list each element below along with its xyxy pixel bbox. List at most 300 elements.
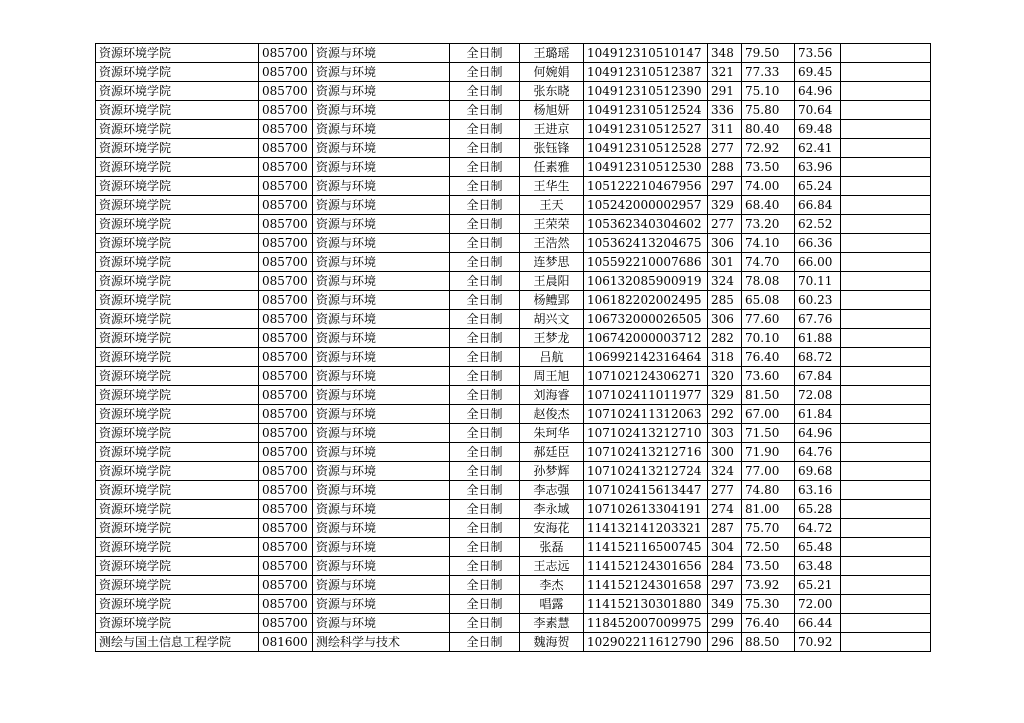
exam-id-cell: 114132141203321 — [584, 519, 708, 538]
study-mode-cell: 全日制 — [450, 595, 520, 614]
exam-id-cell: 104912310512528 — [584, 139, 708, 158]
remarks-cell — [841, 272, 931, 291]
table-row — [96, 576, 931, 595]
initial-score-cell: 303 — [708, 424, 742, 443]
retest-score-cell: 74.10 — [742, 234, 795, 253]
total-score-cell: 63.48 — [795, 557, 841, 576]
major-code-cell: 085700 — [259, 101, 313, 120]
major-cell: 资源与环境 — [313, 329, 450, 348]
study-mode-cell: 全日制 — [450, 557, 520, 576]
college-cell: 资源环境学院 — [96, 557, 259, 576]
college-cell: 资源环境学院 — [96, 139, 259, 158]
college-cell: 资源环境学院 — [96, 310, 259, 329]
exam-id-cell: 105122210467956 — [584, 177, 708, 196]
retest-score-cell: 78.08 — [742, 272, 795, 291]
remarks-cell — [841, 310, 931, 329]
total-score-cell: 60.23 — [795, 291, 841, 310]
major-cell: 资源与环境 — [313, 481, 450, 500]
exam-id-cell: 105362340304602 — [584, 215, 708, 234]
retest-score-cell: 75.10 — [742, 82, 795, 101]
exam-id-cell: 106742000003712 — [584, 329, 708, 348]
student-name-cell: 王天 — [520, 196, 584, 215]
initial-score-cell: 320 — [708, 367, 742, 386]
table-row — [96, 500, 931, 519]
exam-id-cell: 104912310512390 — [584, 82, 708, 101]
major-cell: 测绘科学与技术 — [313, 633, 450, 652]
study-mode-cell: 全日制 — [450, 576, 520, 595]
college-cell: 资源环境学院 — [96, 538, 259, 557]
initial-score-cell: 301 — [708, 253, 742, 272]
student-name-cell: 王浩然 — [520, 234, 584, 253]
major-cell: 资源与环境 — [313, 576, 450, 595]
table-row — [96, 63, 931, 82]
student-name-cell: 李素慧 — [520, 614, 584, 633]
total-score-cell: 67.84 — [795, 367, 841, 386]
table-row — [96, 120, 931, 139]
student-name-cell: 何婉娟 — [520, 63, 584, 82]
table-row — [96, 443, 931, 462]
major-code-cell: 085700 — [259, 519, 313, 538]
total-score-cell: 64.96 — [795, 82, 841, 101]
retest-score-cell: 81.50 — [742, 386, 795, 405]
remarks-cell — [841, 291, 931, 310]
major-code-cell: 081600 — [259, 633, 313, 652]
study-mode-cell: 全日制 — [450, 139, 520, 158]
college-cell: 资源环境学院 — [96, 576, 259, 595]
study-mode-cell: 全日制 — [450, 101, 520, 120]
student-name-cell: 胡兴文 — [520, 310, 584, 329]
major-cell: 资源与环境 — [313, 272, 450, 291]
major-code-cell: 085700 — [259, 291, 313, 310]
total-score-cell: 63.96 — [795, 158, 841, 177]
major-code-cell: 085700 — [259, 576, 313, 595]
retest-score-cell: 71.50 — [742, 424, 795, 443]
college-cell: 资源环境学院 — [96, 101, 259, 120]
major-cell: 资源与环境 — [313, 82, 450, 101]
total-score-cell: 68.72 — [795, 348, 841, 367]
retest-score-cell: 74.80 — [742, 481, 795, 500]
major-code-cell: 085700 — [259, 158, 313, 177]
remarks-cell — [841, 44, 931, 63]
college-cell: 资源环境学院 — [96, 614, 259, 633]
major-cell: 资源与环境 — [313, 63, 450, 82]
remarks-cell — [841, 614, 931, 633]
retest-score-cell: 71.90 — [742, 443, 795, 462]
retest-score-cell: 75.70 — [742, 519, 795, 538]
college-cell: 资源环境学院 — [96, 405, 259, 424]
major-cell: 资源与环境 — [313, 158, 450, 177]
table-row — [96, 348, 931, 367]
student-name-cell: 李杰 — [520, 576, 584, 595]
initial-score-cell: 329 — [708, 386, 742, 405]
study-mode-cell: 全日制 — [450, 158, 520, 177]
exam-id-cell: 106182202002495 — [584, 291, 708, 310]
initial-score-cell: 284 — [708, 557, 742, 576]
major-cell: 资源与环境 — [313, 177, 450, 196]
major-code-cell: 085700 — [259, 215, 313, 234]
major-cell: 资源与环境 — [313, 443, 450, 462]
study-mode-cell: 全日制 — [450, 633, 520, 652]
table-row — [96, 462, 931, 481]
initial-score-cell: 274 — [708, 500, 742, 519]
remarks-cell — [841, 595, 931, 614]
table-row — [96, 329, 931, 348]
table-row — [96, 215, 931, 234]
college-cell: 资源环境学院 — [96, 196, 259, 215]
major-code-cell: 085700 — [259, 63, 313, 82]
total-score-cell: 69.68 — [795, 462, 841, 481]
remarks-cell — [841, 196, 931, 215]
study-mode-cell: 全日制 — [450, 196, 520, 215]
student-name-cell: 李志强 — [520, 481, 584, 500]
remarks-cell — [841, 120, 931, 139]
table-row — [96, 101, 931, 120]
table-row — [96, 595, 931, 614]
major-code-cell: 085700 — [259, 139, 313, 158]
major-code-cell: 085700 — [259, 348, 313, 367]
major-code-cell: 085700 — [259, 310, 313, 329]
exam-id-cell: 105592210007686 — [584, 253, 708, 272]
table-row — [96, 139, 931, 158]
major-code-cell: 085700 — [259, 595, 313, 614]
study-mode-cell: 全日制 — [450, 329, 520, 348]
major-cell: 资源与环境 — [313, 291, 450, 310]
remarks-cell — [841, 367, 931, 386]
retest-score-cell: 77.60 — [742, 310, 795, 329]
study-mode-cell: 全日制 — [450, 272, 520, 291]
total-score-cell: 70.64 — [795, 101, 841, 120]
initial-score-cell: 306 — [708, 310, 742, 329]
student-name-cell: 杨鳢郢 — [520, 291, 584, 310]
major-cell: 资源与环境 — [313, 519, 450, 538]
student-name-cell: 李永域 — [520, 500, 584, 519]
college-cell: 资源环境学院 — [96, 424, 259, 443]
major-code-cell: 085700 — [259, 82, 313, 101]
initial-score-cell: 287 — [708, 519, 742, 538]
table-row — [96, 272, 931, 291]
initial-score-cell: 336 — [708, 101, 742, 120]
exam-id-cell: 114152124301656 — [584, 557, 708, 576]
study-mode-cell: 全日制 — [450, 424, 520, 443]
exam-id-cell: 106992142316464 — [584, 348, 708, 367]
table-body — [96, 44, 931, 652]
major-cell: 资源与环境 — [313, 120, 450, 139]
college-cell: 资源环境学院 — [96, 462, 259, 481]
study-mode-cell: 全日制 — [450, 443, 520, 462]
total-score-cell: 62.41 — [795, 139, 841, 158]
total-score-cell: 73.56 — [795, 44, 841, 63]
college-cell: 资源环境学院 — [96, 500, 259, 519]
major-cell: 资源与环境 — [313, 101, 450, 120]
college-cell: 资源环境学院 — [96, 82, 259, 101]
remarks-cell — [841, 386, 931, 405]
remarks-cell — [841, 139, 931, 158]
total-score-cell: 64.96 — [795, 424, 841, 443]
major-cell: 资源与环境 — [313, 386, 450, 405]
student-name-cell: 连梦思 — [520, 253, 584, 272]
initial-score-cell: 311 — [708, 120, 742, 139]
total-score-cell: 72.08 — [795, 386, 841, 405]
total-score-cell: 63.16 — [795, 481, 841, 500]
total-score-cell: 61.84 — [795, 405, 841, 424]
total-score-cell: 66.44 — [795, 614, 841, 633]
major-code-cell: 085700 — [259, 500, 313, 519]
remarks-cell — [841, 633, 931, 652]
study-mode-cell: 全日制 — [450, 63, 520, 82]
retest-score-cell: 75.80 — [742, 101, 795, 120]
total-score-cell: 65.48 — [795, 538, 841, 557]
exam-id-cell: 107102413212724 — [584, 462, 708, 481]
student-name-cell: 魏海贺 — [520, 633, 584, 652]
exam-id-cell: 104912310512524 — [584, 101, 708, 120]
major-cell: 资源与环境 — [313, 595, 450, 614]
student-name-cell: 唱露 — [520, 595, 584, 614]
initial-score-cell: 321 — [708, 63, 742, 82]
student-name-cell: 郝廷臣 — [520, 443, 584, 462]
study-mode-cell: 全日制 — [450, 177, 520, 196]
total-score-cell: 64.72 — [795, 519, 841, 538]
initial-score-cell: 348 — [708, 44, 742, 63]
initial-score-cell: 285 — [708, 291, 742, 310]
remarks-cell — [841, 576, 931, 595]
major-code-cell: 085700 — [259, 614, 313, 633]
initial-score-cell: 318 — [708, 348, 742, 367]
initial-score-cell: 277 — [708, 139, 742, 158]
table-row — [96, 291, 931, 310]
major-cell: 资源与环境 — [313, 234, 450, 253]
major-code-cell: 085700 — [259, 272, 313, 291]
table-row — [96, 405, 931, 424]
student-name-cell: 周王旭 — [520, 367, 584, 386]
college-cell: 资源环境学院 — [96, 519, 259, 538]
college-cell: 资源环境学院 — [96, 215, 259, 234]
retest-score-cell: 75.30 — [742, 595, 795, 614]
study-mode-cell: 全日制 — [450, 405, 520, 424]
college-cell: 资源环境学院 — [96, 158, 259, 177]
college-cell: 资源环境学院 — [96, 253, 259, 272]
table-row — [96, 310, 931, 329]
student-name-cell: 朱珂华 — [520, 424, 584, 443]
remarks-cell — [841, 348, 931, 367]
remarks-cell — [841, 215, 931, 234]
exam-id-cell: 107102411312063 — [584, 405, 708, 424]
study-mode-cell: 全日制 — [450, 519, 520, 538]
student-name-cell: 安海花 — [520, 519, 584, 538]
major-cell: 资源与环境 — [313, 215, 450, 234]
student-name-cell: 任素雅 — [520, 158, 584, 177]
table-row — [96, 519, 931, 538]
retest-score-cell: 67.00 — [742, 405, 795, 424]
retest-score-cell: 76.40 — [742, 614, 795, 633]
student-name-cell: 王荣荣 — [520, 215, 584, 234]
exam-id-cell: 107102411011977 — [584, 386, 708, 405]
initial-score-cell: 297 — [708, 576, 742, 595]
retest-score-cell: 79.50 — [742, 44, 795, 63]
major-cell: 资源与环境 — [313, 614, 450, 633]
initial-score-cell: 304 — [708, 538, 742, 557]
admission-table — [95, 43, 931, 652]
college-cell: 资源环境学院 — [96, 386, 259, 405]
retest-score-cell: 73.20 — [742, 215, 795, 234]
major-code-cell: 085700 — [259, 424, 313, 443]
total-score-cell: 65.21 — [795, 576, 841, 595]
exam-id-cell: 107102124306271 — [584, 367, 708, 386]
exam-id-cell: 105362413204675 — [584, 234, 708, 253]
study-mode-cell: 全日制 — [450, 44, 520, 63]
study-mode-cell: 全日制 — [450, 481, 520, 500]
remarks-cell — [841, 101, 931, 120]
college-cell: 资源环境学院 — [96, 272, 259, 291]
major-cell: 资源与环境 — [313, 538, 450, 557]
major-cell: 资源与环境 — [313, 44, 450, 63]
major-code-cell: 085700 — [259, 329, 313, 348]
exam-id-cell: 107102413212710 — [584, 424, 708, 443]
major-code-cell: 085700 — [259, 177, 313, 196]
college-cell: 资源环境学院 — [96, 291, 259, 310]
total-score-cell: 62.52 — [795, 215, 841, 234]
remarks-cell — [841, 177, 931, 196]
exam-id-cell: 114152116500745 — [584, 538, 708, 557]
study-mode-cell: 全日制 — [450, 120, 520, 139]
study-mode-cell: 全日制 — [450, 310, 520, 329]
retest-score-cell: 73.60 — [742, 367, 795, 386]
remarks-cell — [841, 481, 931, 500]
major-code-cell: 085700 — [259, 44, 313, 63]
student-name-cell: 赵俊杰 — [520, 405, 584, 424]
exam-id-cell: 107102413212716 — [584, 443, 708, 462]
student-name-cell: 刘海睿 — [520, 386, 584, 405]
study-mode-cell: 全日制 — [450, 386, 520, 405]
remarks-cell — [841, 234, 931, 253]
retest-score-cell: 72.50 — [742, 538, 795, 557]
initial-score-cell: 292 — [708, 405, 742, 424]
table-row — [96, 367, 931, 386]
study-mode-cell: 全日制 — [450, 462, 520, 481]
exam-id-cell: 104912310510147 — [584, 44, 708, 63]
exam-id-cell: 104912310512387 — [584, 63, 708, 82]
study-mode-cell: 全日制 — [450, 253, 520, 272]
college-cell: 资源环境学院 — [96, 234, 259, 253]
exam-id-cell: 106132085900919 — [584, 272, 708, 291]
major-code-cell: 085700 — [259, 481, 313, 500]
table-row — [96, 557, 931, 576]
initial-score-cell: 299 — [708, 614, 742, 633]
initial-score-cell: 300 — [708, 443, 742, 462]
retest-score-cell: 77.00 — [742, 462, 795, 481]
study-mode-cell: 全日制 — [450, 538, 520, 557]
initial-score-cell: 306 — [708, 234, 742, 253]
retest-score-cell: 73.50 — [742, 158, 795, 177]
total-score-cell: 70.11 — [795, 272, 841, 291]
major-code-cell: 085700 — [259, 443, 313, 462]
total-score-cell: 66.00 — [795, 253, 841, 272]
total-score-cell: 67.76 — [795, 310, 841, 329]
initial-score-cell: 291 — [708, 82, 742, 101]
total-score-cell: 66.84 — [795, 196, 841, 215]
retest-score-cell: 68.40 — [742, 196, 795, 215]
major-cell: 资源与环境 — [313, 462, 450, 481]
retest-score-cell: 74.70 — [742, 253, 795, 272]
college-cell: 资源环境学院 — [96, 120, 259, 139]
college-cell: 资源环境学院 — [96, 367, 259, 386]
exam-id-cell: 114152124301658 — [584, 576, 708, 595]
retest-score-cell: 81.00 — [742, 500, 795, 519]
exam-id-cell: 105242000002957 — [584, 196, 708, 215]
major-cell: 资源与环境 — [313, 139, 450, 158]
major-cell: 资源与环境 — [313, 500, 450, 519]
exam-id-cell: 104912310512530 — [584, 158, 708, 177]
major-code-cell: 085700 — [259, 253, 313, 272]
table-row — [96, 44, 931, 63]
initial-score-cell: 282 — [708, 329, 742, 348]
remarks-cell — [841, 538, 931, 557]
remarks-cell — [841, 329, 931, 348]
total-score-cell: 64.76 — [795, 443, 841, 462]
college-cell: 资源环境学院 — [96, 44, 259, 63]
table-row — [96, 614, 931, 633]
major-cell: 资源与环境 — [313, 348, 450, 367]
retest-score-cell: 72.92 — [742, 139, 795, 158]
initial-score-cell: 324 — [708, 462, 742, 481]
retest-score-cell: 65.08 — [742, 291, 795, 310]
retest-score-cell: 76.40 — [742, 348, 795, 367]
table-row — [96, 633, 931, 652]
table-row — [96, 481, 931, 500]
student-name-cell: 张钰锋 — [520, 139, 584, 158]
table-row — [96, 177, 931, 196]
retest-score-cell: 73.50 — [742, 557, 795, 576]
total-score-cell: 66.36 — [795, 234, 841, 253]
study-mode-cell: 全日制 — [450, 82, 520, 101]
major-code-cell: 085700 — [259, 234, 313, 253]
college-cell: 测绘与国土信息工程学院 — [96, 633, 259, 652]
table-row — [96, 253, 931, 272]
total-score-cell: 65.24 — [795, 177, 841, 196]
retest-score-cell: 80.40 — [742, 120, 795, 139]
study-mode-cell: 全日制 — [450, 500, 520, 519]
exam-id-cell: 107102613304191 — [584, 500, 708, 519]
initial-score-cell: 324 — [708, 272, 742, 291]
student-name-cell: 张磊 — [520, 538, 584, 557]
retest-score-cell: 88.50 — [742, 633, 795, 652]
student-name-cell: 王华生 — [520, 177, 584, 196]
major-cell: 资源与环境 — [313, 367, 450, 386]
college-cell: 资源环境学院 — [96, 329, 259, 348]
total-score-cell: 69.48 — [795, 120, 841, 139]
college-cell: 资源环境学院 — [96, 443, 259, 462]
table-row — [96, 234, 931, 253]
student-name-cell: 王志远 — [520, 557, 584, 576]
study-mode-cell: 全日制 — [450, 234, 520, 253]
major-code-cell: 085700 — [259, 120, 313, 139]
student-name-cell: 张东晓 — [520, 82, 584, 101]
major-cell: 资源与环境 — [313, 405, 450, 424]
remarks-cell — [841, 63, 931, 82]
exam-id-cell: 102902211612790 — [584, 633, 708, 652]
table-row — [96, 424, 931, 443]
remarks-cell — [841, 443, 931, 462]
table-row — [96, 158, 931, 177]
remarks-cell — [841, 82, 931, 101]
remarks-cell — [841, 253, 931, 272]
total-score-cell: 69.45 — [795, 63, 841, 82]
initial-score-cell: 329 — [708, 196, 742, 215]
student-name-cell: 孙梦辉 — [520, 462, 584, 481]
student-name-cell: 王进京 — [520, 120, 584, 139]
total-score-cell: 70.92 — [795, 633, 841, 652]
exam-id-cell: 114152130301880 — [584, 595, 708, 614]
major-cell: 资源与环境 — [313, 196, 450, 215]
